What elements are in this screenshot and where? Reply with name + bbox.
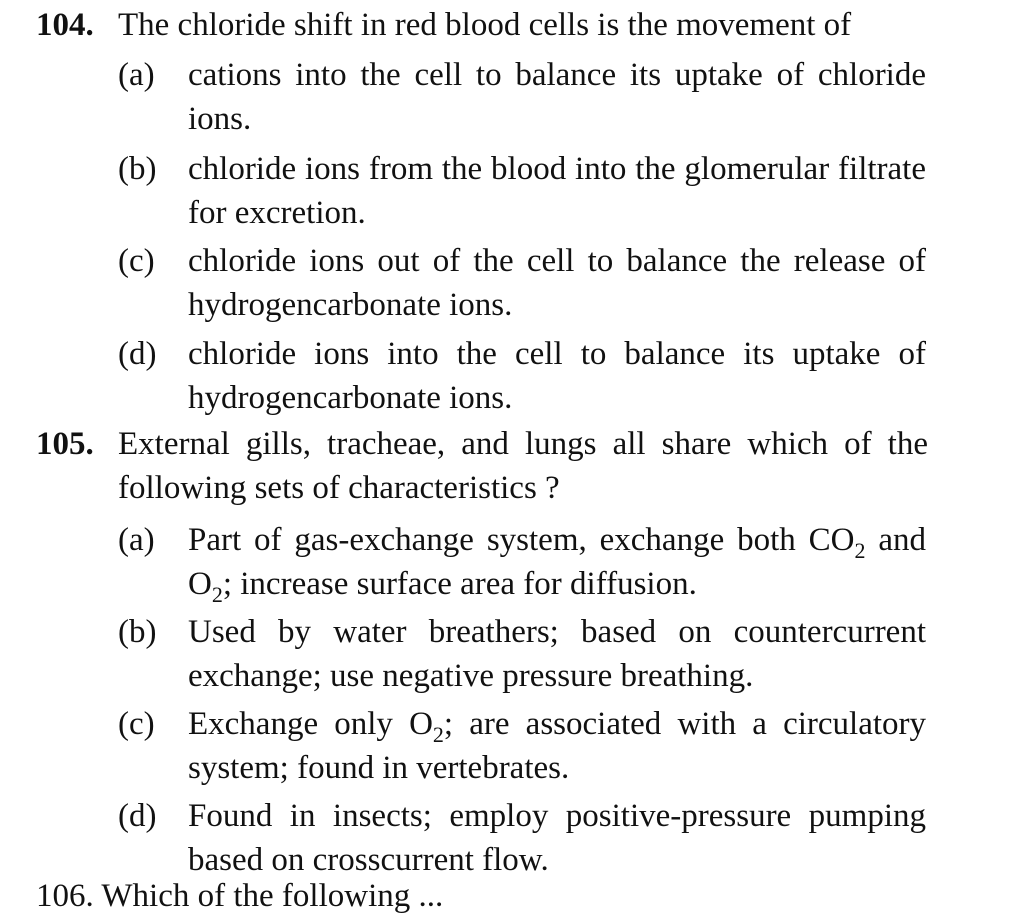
option-text: Found in insects; employ positive-pressure pumping based on crosscurrent flow. [188,798,926,878]
option-text: Used by water breathers; based on countercurrent exchange; use negative pressure breathing. [188,614,926,694]
question-number: 105. [36,426,94,462]
next-question-cutoff: 106. Which of the following ... [36,878,444,914]
option-text: chloride ions into the cell to balance its uptake of hydrogencarbonate ions. [188,336,926,416]
option-text: chloride ions out of the cell to balance the release of hydrogencarbonate ions. [188,243,926,323]
question-text: External gills, tracheae, and lungs all share which of the following sets of characteristics ? [118,426,928,506]
option-label: (b) [118,614,157,650]
option-label: (b) [118,151,157,187]
option-label: (c) [118,243,155,279]
option-text: Exchange only $O_2$; are associated with a circulatory system; found in vertebrates. [188,706,926,786]
question-text: The chloride shift in red blood cells is the movement of [118,7,852,43]
question-number: 104. [36,7,94,43]
option-label: (c) [118,706,155,742]
option-text: Part of gas-exchange system, exchange both $CO_2$ and $O_2$; increase surface area for diffusion. [188,522,926,607]
option-label: (d) [118,336,157,372]
option-text: chloride ions from the blood into the glomerular filtrate for excretion. [188,151,926,231]
option-label: (a) [118,57,155,93]
option-label: (a) [118,522,155,558]
option-label: (d) [118,798,157,834]
option-text: cations into the cell to balance its uptake of chloride ions. [188,57,926,137]
